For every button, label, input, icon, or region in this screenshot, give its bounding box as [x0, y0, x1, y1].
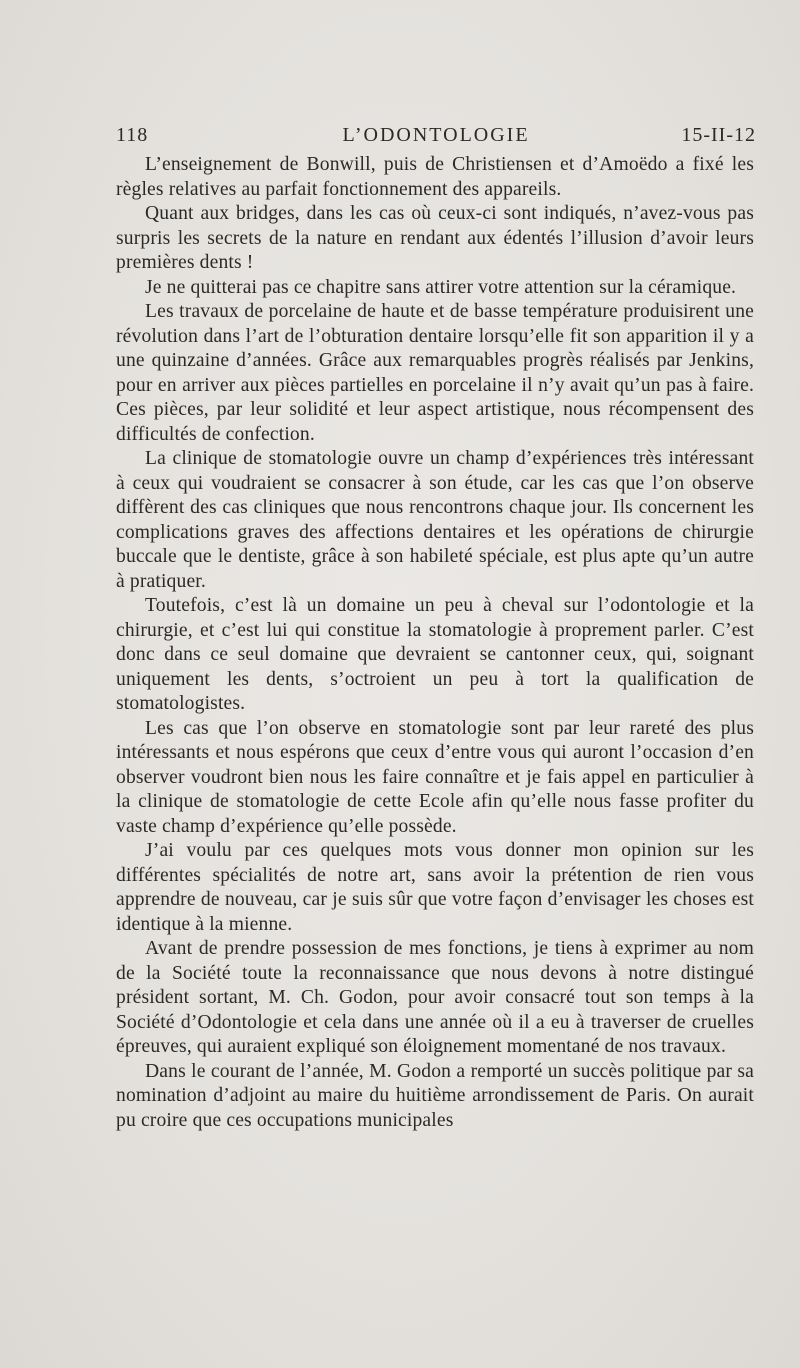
- paragraph: L’enseignement de Bonwill, puis de Christiensen et d’Amoëdo a fixé les règles relatives au parfait fonctionnement des appareils.: [116, 154, 754, 200]
- body-text: [116, 153, 754, 1133]
- paragraph: Je ne quitterai pas ce chapitre sans attirer votre attention sur la céramique.: [145, 276, 737, 298]
- journal-title: L’ODONTOLOGIE: [342, 124, 530, 146]
- paragraph: Dans le courant de l’année, M. Godon a remporté un succès politique par sa nomination d’adjoint au maire du huitième arrondissement de Paris. On aurait pu croire que ces occupations municipales: [116, 1060, 754, 1131]
- paragraph: Quant aux bridges, dans les cas où ceux-ci sont indiqués, n’avez-vous pas surpris les secrets de la nature en rendant aux édentés l’illusion d’avoir leurs premières dents !: [116, 203, 754, 273]
- paragraph: J’ai voulu par ces quelques mots vous donner mon opinion sur les différentes spécialités de notre art, sans avoir la prétention de rien vous apprendre de nouveau, car je suis sûr que votre façon d’envisager les choses est identique à la mienne.: [116, 840, 754, 935]
- paragraph: Les travaux de porcelaine de haute et de basse température produisirent une révolution dans l’art de l’obturation dentaire lorsqu’elle fit son apparition il y a une quinzaine d’années. Grâce aux remarquables progrès réalisés par Jenkins, pour en arriver aux pièces partielles en porcelaine il n’y avait qu’un pas à faire. Ces pièces, par leur solidité et leur aspect artistique, nous récompensent des difficultés de confection.: [116, 301, 754, 445]
- issue-date: 15-II-12: [681, 124, 756, 146]
- paragraph: Toutefois, c’est là un domaine un peu à cheval sur l’odontologie et la chirurgie, et c’est lui qui constitue la stomatologie à proprement parler. C’est donc dans ce seul domaine que devraient se cantonner ceux, qui, soignant uniquement les dents, s’octroient un peu à tort la qualification de stomatologistes.: [116, 595, 754, 714]
- paragraph: La clinique de stomatologie ouvre un champ d’expériences très intéressant à ceux qui voudraient se consacrer à son étude, car les cas que l’on observe diffèrent des cas cliniques que nous rencontrons chaque jour. Ils concernent les complications graves des affections dentaires et les opérations de chirurgie buccale que le dentiste, grâce à son habileté spéciale, est plus apte qu’un autre à pratiquer.: [116, 448, 754, 592]
- paragraph: Avant de prendre possession de mes fonctions, je tiens à exprimer au nom de la Société toute la reconnaissance que nous devons à notre distingué président sortant, M. Ch. Godon, pour avoir consacré tout son temps à la Société d’Odontologie et cela dans une année où il a eu à traverser de cruelles épreuves, qui auraient expliqué son éloignement momentané de nos travaux.: [116, 938, 754, 1057]
- page-number: 118: [116, 124, 149, 146]
- running-head: [116, 124, 756, 150]
- paragraph: Les cas que l’on observe en stomatologie sont par leur rareté des plus intéressants et nous espérons que ceux d’entre vous qui auront l’occasion d’en observer voudront bien nous les faire connaître et je fais appel en particulier à la clinique de stomatologie de cette Ecole afin qu’elle nous fasse profiter du vaste champ d’expérience qu’elle possède.: [116, 717, 754, 837]
